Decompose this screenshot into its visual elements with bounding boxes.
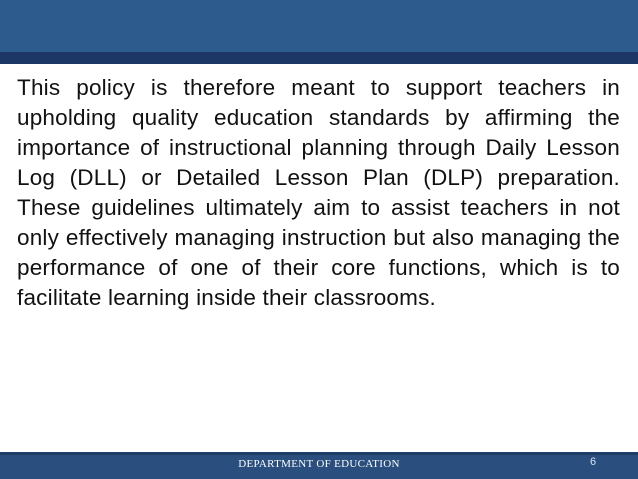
footer-organization-label: DEPARTMENT OF EDUCATION [238, 458, 400, 470]
slide-body-text: This policy is therefore meant to support teachers in upholding quality education standards by affirming the importance of instructional planning through Daily Lesson Log (DLL) or Detailed Lesson Plan (DLP) preparation. These guidelines ultimately aim to assist teachers in not only effectively managing instruction but also managing the performance of one of their core functions, which is to facilitate learning inside their classrooms. [17, 75, 620, 310]
slide-header-bar [0, 0, 638, 52]
slide-header-stripe [0, 52, 638, 64]
slide-page-number: 6 [590, 456, 597, 468]
